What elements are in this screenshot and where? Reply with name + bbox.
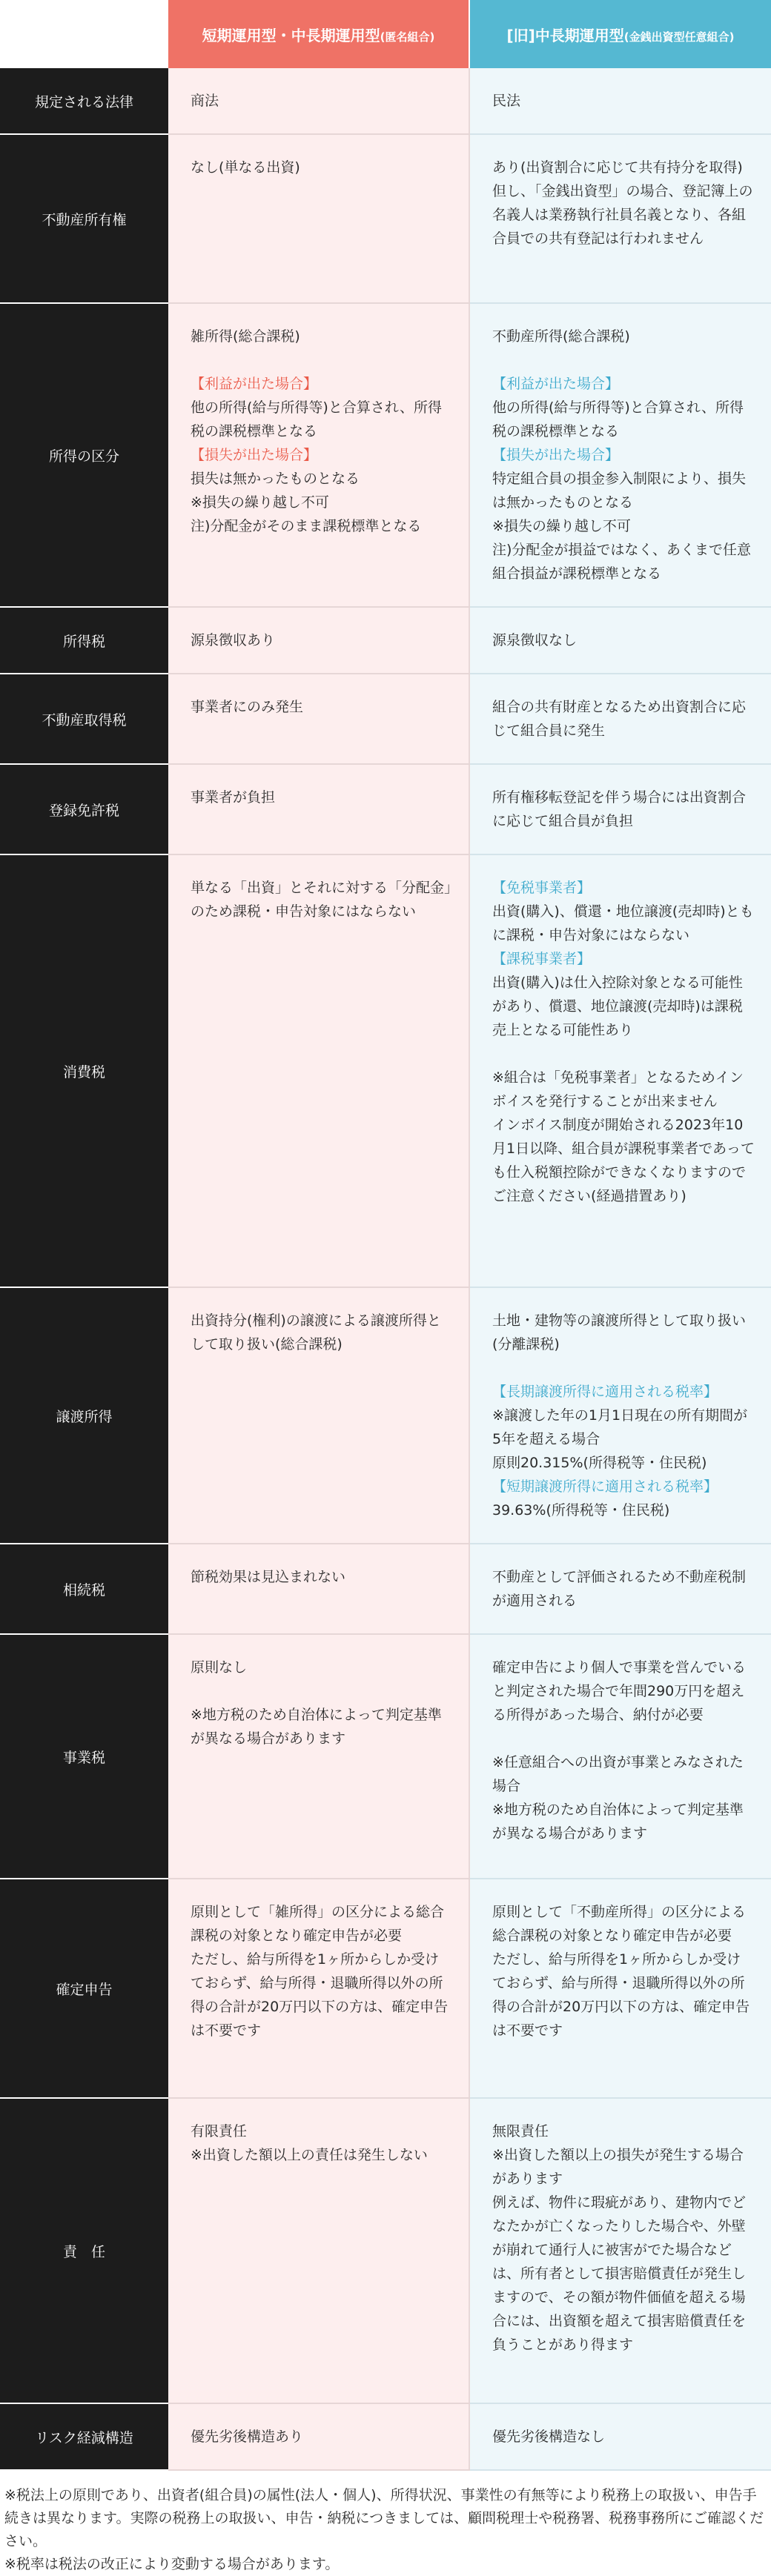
header-corner [0, 0, 168, 68]
table-row [0, 68, 771, 134]
cell-text: 不動産所得(総合課税) [492, 328, 630, 345]
cell-short-mid-term [168, 607, 469, 674]
cell-old-mid-long-term [469, 1879, 771, 2098]
table-row [0, 134, 771, 303]
row-label: 事業税 [0, 1634, 168, 1879]
header-short-mid-term-sub: (匿名組合) [380, 30, 435, 44]
table-row [0, 854, 771, 1287]
cell-short-mid-term [168, 68, 469, 134]
cell-text: 原則として「雑所得」の区分による総合課税の対象となり確定申告が必要 ただし、給与所得を1ヶ所からしか受けておらず、給与所得・退職所得以外の所得の合計が20万円以下の方は、確定申告は不要です [191, 1904, 449, 2039]
cell-text: 民法 [492, 93, 521, 109]
cell-old-mid-long-term [469, 1634, 771, 1879]
header-old-mid-long-term-main: [旧]中長期運用型 [506, 26, 624, 44]
cell-text: 特定組合員の損金参入制限により、損失は無かったものとなる ※損失の繰り越し不可 注)分配金が損益ではなく、あくまで任意組合損益が課税標準となる [492, 471, 752, 582]
cell-text: 不動産として評価されるため不動産税制が適用される [492, 1569, 747, 1609]
cell-old-mid-long-term [469, 607, 771, 674]
cell-short-mid-term [168, 2403, 469, 2470]
row-label: 所得税 [0, 607, 168, 674]
case-heading: 【短期譲渡所得に適用される税率】 [492, 1478, 718, 1495]
cell-text: 優先劣後構造あり [191, 2429, 304, 2445]
case-heading: 【免税事業者】 [492, 880, 592, 896]
row-label: 不動産所有権 [0, 134, 168, 303]
row-label: 譲渡所得 [0, 1287, 168, 1544]
row-label: 確定申告 [0, 1879, 168, 2098]
header-old-mid-long-term-sub: (金銭出資型任意組合) [623, 30, 735, 44]
cell-short-mid-term [168, 1634, 469, 1879]
row-label: 所得の区分 [0, 303, 168, 607]
footnote-tax-law: ※税法上の原則であり、出資者(組合員)の属性(法人・個人)、所得状況、事業性の有無等により税務上の取扱い、申告手続きは異なります。実際の税務上の取扱い、申告・納税につきましては、顧問税理士や税務署、税務事務所にご確認ください。 [4, 2487, 764, 2549]
cell-text: 出資(購入)は仕入控除対象となる可能性があり、償還、地位譲渡(売却時)は課税売上となる可能性あり ※組合は「免税事業者」となるためインボイスを発行することが出来ません インボイス制度が開始される2023年10月1日以降、組合員が課税事業者であっても仕入税額控除ができなくなりますのでご注意ください(経過措置あり) [492, 975, 755, 1204]
table-row [0, 607, 771, 674]
table-row [0, 1544, 771, 1634]
table-header-row [0, 0, 771, 68]
cell-text: 39.63%(所得税等・住民税) [492, 1502, 670, 1518]
cell-old-mid-long-term [469, 68, 771, 134]
cell-text: 雑所得(総合課税) [191, 328, 300, 345]
cell-old-mid-long-term [469, 1287, 771, 1544]
cell-text: 確定申告により個人で事業を営んでいると判定された場合で年間290万円を超える所得があった場合、納付が必要 ※任意組合への出資が事業とみなされた場合 ※地方税のため自治体によって判定基準が異なる場合があります [492, 1659, 747, 1842]
cell-text: 源泉徴収なし [492, 632, 578, 648]
cell-text: 他の所得(給与所得等)と合算され、所得税の課税標準となる [492, 399, 744, 439]
case-heading: 【課税事業者】 [492, 951, 592, 967]
cell-old-mid-long-term [469, 854, 771, 1287]
cell-text: 土地・建物等の譲渡所得として取り扱い(分離課税) [492, 1312, 747, 1352]
cell-old-mid-long-term [469, 1544, 771, 1634]
case-heading: 【損失が出た場合】 [191, 447, 318, 463]
cell-short-mid-term [168, 1879, 469, 2098]
cell-short-mid-term [168, 134, 469, 303]
row-label: 不動産取得税 [0, 674, 168, 764]
cell-text: 節税効果は見込まれない [191, 1569, 346, 1585]
case-heading: 【利益が出た場合】 [191, 376, 318, 392]
footnotes [0, 2471, 771, 2576]
cell-text: 損失は無かったものとなる ※損失の繰り越し不可 注)分配金がそのまま課税標準となる [191, 471, 422, 534]
cell-text: 原則なし ※地方税のため自治体によって判定基準が異なる場合があります [191, 1659, 442, 1747]
header-old-mid-long-term [469, 0, 771, 68]
cell-text: 原則として「不動産所得」の区分による総合課税の対象となり確定申告が必要 ただし、給与所得を1ヶ所からしか受けておらず、給与所得・退職所得以外の所得の合計が20万円以下の方は、確定申告は不要です [492, 1904, 750, 2039]
cell-text: 単なる「出資」とそれに対する「分配金」のため課税・申告対象にはならない [191, 880, 451, 920]
cell-text: 事業者が負担 [191, 789, 276, 806]
row-label: リスク経減構造 [0, 2403, 168, 2470]
row-label: 消費税 [0, 854, 168, 1287]
table-row [0, 1287, 771, 1544]
header-short-mid-term-main: 短期運用型・中長期運用型 [202, 26, 380, 44]
cell-text: 優先劣後構造なし [492, 2429, 606, 2445]
table-row [0, 1634, 771, 1879]
cell-short-mid-term [168, 854, 469, 1287]
row-label: 相続税 [0, 1544, 168, 1634]
cell-text: 源泉徴収あり [191, 632, 276, 648]
header-short-mid-term [168, 0, 469, 68]
table-row [0, 764, 771, 854]
cell-short-mid-term [168, 1287, 469, 1544]
cell-text: 有限責任 ※出資した額以上の責任は発生しない [191, 2123, 428, 2163]
table-row [0, 2098, 771, 2403]
cell-old-mid-long-term [469, 764, 771, 854]
row-label: 登録免許税 [0, 764, 168, 854]
cell-text: 出資持分(権利)の譲渡による譲渡所得として取り扱い(総合課税) [191, 1312, 441, 1352]
cell-old-mid-long-term [469, 674, 771, 764]
cell-old-mid-long-term [469, 2098, 771, 2403]
cell-text: 出資(購入)、償還・地位譲渡(売却時)ともに課税・申告対象にはならない [492, 903, 754, 943]
cell-text: 他の所得(給与所得等)と合算され、所得税の課税標準となる [191, 399, 442, 439]
cell-text: あり(出資割合に応じて共有持分を取得) 但し、「金銭出資型」の場合、登記簿上の名義人は業務執行社員名義となり、各組合員での共有登記は行われません [492, 159, 753, 247]
table-row [0, 303, 771, 607]
cell-text: 商法 [191, 93, 219, 109]
table-body [0, 68, 771, 2470]
cell-text: ※譲渡した年の1月1日現在の所有期間が5年を超える場合 原則20.315%(所得税等・住民税) [492, 1407, 748, 1471]
cell-text: 無限責任 ※出資した額以上の損失が発生する場合があります 例えば、物件に瑕疵があり、建物内でどなたかが亡くなったりした場合や、外壁が崩れて通行人に被害がでた場合などは、所有者として損害賠償責任が発生しますので、その額が物件価値を超える場合には、出資額を超えて損害賠償責任を負うことがあり得ます [492, 2123, 747, 2353]
row-label: 責 任 [0, 2098, 168, 2403]
cell-short-mid-term [168, 303, 469, 607]
table-row [0, 674, 771, 764]
case-heading: 【利益が出た場合】 [492, 376, 620, 392]
cell-text: 所有権移転登記を伴う場合には出資割合に応じて組合員が負担 [492, 789, 747, 829]
cell-old-mid-long-term [469, 303, 771, 607]
row-label: 規定される法律 [0, 68, 168, 134]
cell-short-mid-term [168, 1544, 469, 1634]
table-row [0, 2403, 771, 2470]
cell-text: なし(単なる出資) [191, 159, 300, 176]
cell-short-mid-term [168, 674, 469, 764]
cell-old-mid-long-term [469, 2403, 771, 2470]
cell-text: 事業者にのみ発生 [191, 699, 304, 715]
case-heading: 【損失が出た場合】 [492, 447, 620, 463]
case-heading: 【長期譲渡所得に適用される税率】 [492, 1384, 718, 1400]
cell-text: 組合の共有財産となるため出資割合に応じて組合員に発生 [492, 699, 747, 739]
footnote-tax-rate: ※税率は税法の改正により変動する場合があります。 [4, 2556, 340, 2572]
cell-short-mid-term [168, 764, 469, 854]
cell-old-mid-long-term [469, 134, 771, 303]
table-row [0, 1879, 771, 2098]
cell-short-mid-term [168, 2098, 469, 2403]
